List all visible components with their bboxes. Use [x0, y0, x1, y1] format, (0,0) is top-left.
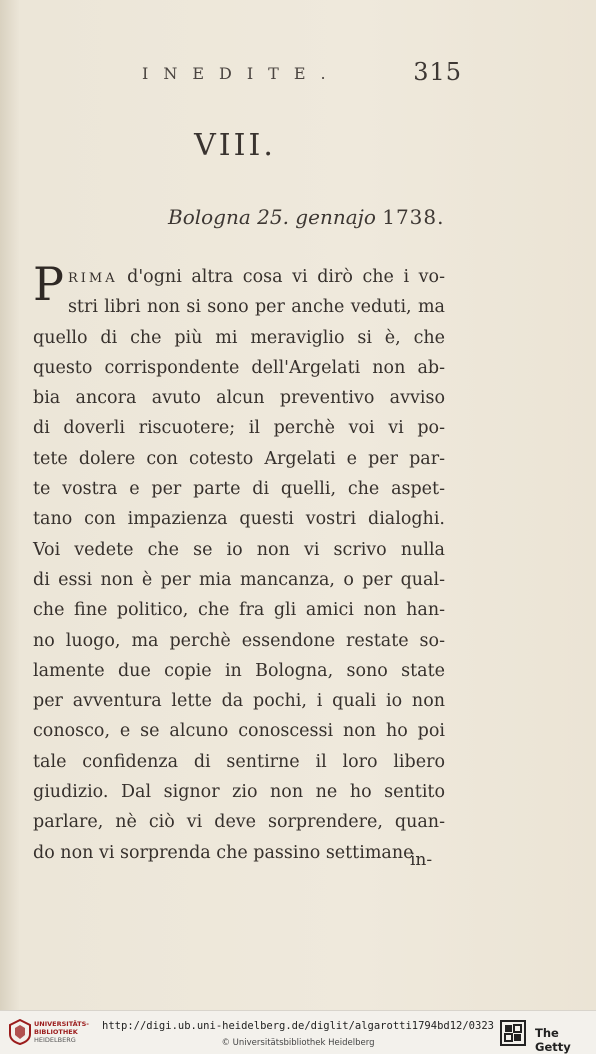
text-line: quello di che più mi meraviglio si è, che: [33, 327, 445, 348]
library-name-line1: UNIVERSITÄTS-: [34, 1020, 89, 1028]
library-name-line2: BIBLIOTHEK: [34, 1028, 78, 1036]
text-line: questo corrispondente dell'Argelati non ab-: [33, 357, 445, 378]
page-number: 315: [413, 58, 462, 86]
text-line: parlare, nè ciò vi deve sorprendere, quan-: [33, 812, 445, 833]
first-line-text: d'ogni altra cosa vi dirò che i vo-: [127, 267, 445, 287]
permalink-url[interactable]: http://digi.ub.uni-heidelberg.de/diglit/algarotti1794bd12/0323: [102, 1020, 494, 1032]
sponsor-name[interactable]: The Getty: [535, 1026, 571, 1054]
text-line: di essi non è per mia mancanza, o per qual-: [33, 569, 445, 590]
text-line: tete dolere con cotesto Argelati e per par-: [33, 448, 445, 469]
drop-cap: P: [33, 257, 64, 311]
text-line: do non vi sorprenda che passino settimane: [33, 842, 414, 863]
dateline-year: 1738.: [382, 205, 445, 229]
dateline-place-date: Bologna 25. gennajo: [168, 205, 376, 229]
small-caps-opening: RIMA: [67, 271, 118, 286]
text-line: tano con impazienza questi vostri dialoghi.: [33, 509, 445, 530]
catchword: in-: [410, 850, 433, 870]
viewer-footer: [0, 1010, 596, 1054]
text-line: bia ancora avuto alcun preventivo avviso: [33, 388, 445, 409]
getty-logo-icon[interactable]: [500, 1020, 526, 1046]
text-line: tale confidenza di sentirne il loro libero: [33, 751, 445, 772]
letter-body: [33, 257, 445, 868]
text-line: stri libri non si sono per anche veduti, ma: [67, 297, 445, 318]
copyright-notice: © Universitätsbibliothek Heidelberg: [221, 1038, 375, 1048]
library-name-line3: HEIDELBERG: [34, 1036, 76, 1044]
text-line: per avventura lette da pochi, i quali io non: [33, 691, 445, 712]
dateline: [168, 205, 445, 229]
running-head: INEDITE.: [142, 64, 341, 83]
text-line: conosco, e se alcuno conoscessi non ho poi: [33, 721, 445, 742]
text-line: te vostra e per parte di quelli, che aspet-: [33, 479, 445, 500]
text-line: lamente due copie in Bologna, sono state: [33, 660, 445, 681]
text-line: giudizio. Dal signor zio non ne ho sentito: [33, 782, 445, 803]
text-line: Voi vedete che se io non vi scrivo nulla: [33, 539, 445, 560]
page-header: [142, 58, 462, 92]
text-line: di doverli riscuotere; il perchè voi vi po-: [33, 418, 445, 439]
letter-numeral: VIII.: [194, 128, 276, 163]
text-line: che fine politico, che fra gli amici non han-: [33, 600, 445, 621]
text-line: no luogo, ma perchè essendone restate so-: [33, 630, 445, 651]
